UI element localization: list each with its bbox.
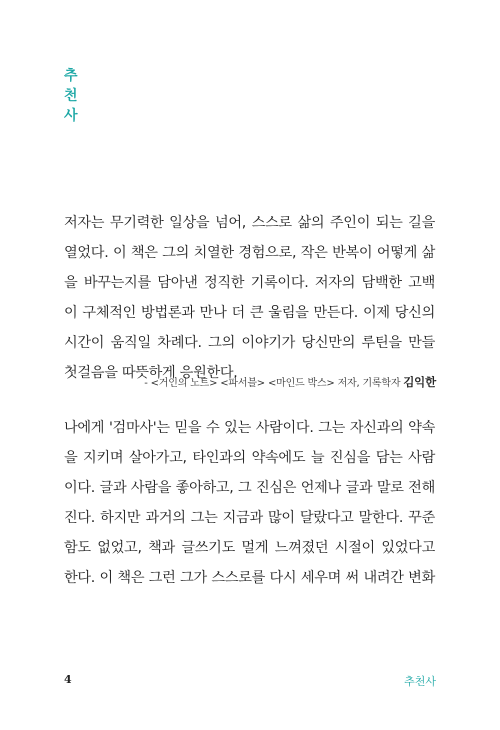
paragraph-line: 함도 없었고, 책과 글쓰기도 멀게 느껴졌던 시절이 있었다고 bbox=[64, 540, 435, 556]
paragraph-line: 첫걸음을 따뜻하게 응원한다. bbox=[64, 365, 238, 381]
heading-char: 천 bbox=[64, 88, 78, 104]
paragraph-line: 나에게 '검마사'는 믿을 수 있는 사람이다. 그는 자신과의 약속 bbox=[64, 420, 435, 436]
paragraph-line: 한다. 이 책은 그런 그가 스스로를 다시 세우며 써 내려간 변화 bbox=[64, 570, 435, 586]
heading-char: 사 bbox=[64, 108, 78, 124]
recommendation-paragraph-1 bbox=[64, 208, 435, 388]
paragraph-line: 이다. 글과 사람을 좋아하고, 그 진심은 언제나 글과 말로 전해 bbox=[64, 480, 435, 496]
recommendation-paragraph-2 bbox=[64, 413, 435, 593]
page-number: 4 bbox=[64, 673, 72, 686]
heading-char: 추 bbox=[64, 68, 78, 84]
paragraph-line: 이 구체적인 방법론과 만나 더 큰 울림을 만든다. 이제 당신의 bbox=[64, 305, 435, 321]
running-head: 추천사 bbox=[404, 675, 436, 688]
paragraph-line: 저자는 무기력한 일상을 넘어, 스스로 삶의 주인이 되는 길을 bbox=[64, 215, 435, 231]
citation-text: - <거인의 노트> <파서블> <마인드 박스> 저자, 기록학자 bbox=[144, 378, 404, 389]
paragraph-line: 시간이 움직일 차례다. 그의 이야기가 당신만의 루틴을 만들 bbox=[64, 335, 435, 351]
paragraph-line: 열었다. 이 책은 그의 치열한 경험으로, 작은 반복이 어떻게 삶 bbox=[64, 245, 435, 261]
citation-author: 김익한 bbox=[403, 375, 436, 389]
section-heading bbox=[64, 66, 88, 126]
paragraph-line: 을 지키며 살아가고, 타인과의 약속에도 늘 진심을 담는 사람 bbox=[64, 450, 435, 466]
paragraph-line: 진다. 하지만 과거의 그는 지금과 많이 달랐다고 말한다. 꾸준 bbox=[64, 510, 435, 526]
citation bbox=[64, 374, 436, 390]
paragraph-line: 을 바꾸는지를 담아낸 정직한 기록이다. 저자의 담백한 고백 bbox=[64, 275, 435, 291]
